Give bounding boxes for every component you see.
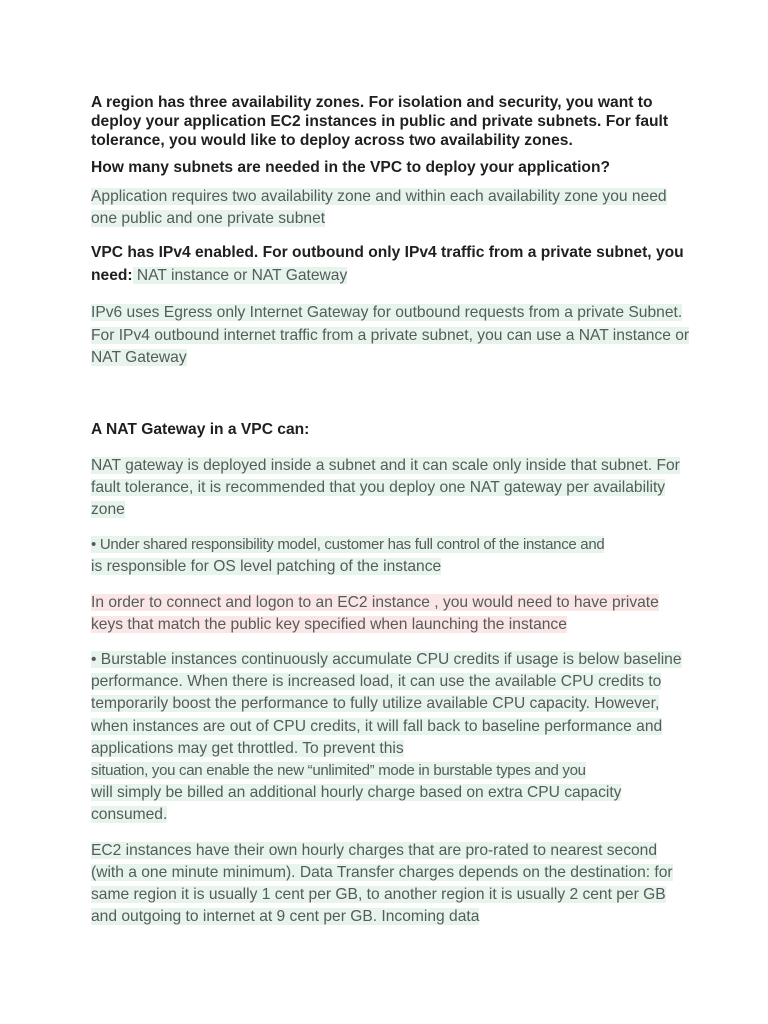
answer-shared-responsibility-line2: is responsible for OS level patching of the instance xyxy=(91,558,442,576)
document-page xyxy=(91,93,691,928)
answer-nat-gateway xyxy=(91,455,691,522)
question-outbound-ipv4-answer: NAT instance or NAT Gateway xyxy=(132,266,348,284)
answer-private-keys xyxy=(91,592,691,636)
answer-private-keys-text: In order to connect and logon to an EC2 instance , you would need to have private keys that match the public key specified when launching the instance xyxy=(91,593,659,633)
answer-shared-responsibility-line1: • Under shared responsibility model, customer has full control of the instance and xyxy=(91,536,605,554)
answer-burstable-instances xyxy=(91,649,691,827)
answer-ec2-charges xyxy=(91,840,691,929)
answer-egress-gateway-text: IPv6 uses Egress only Internet Gateway for outbound requests from a private Subnet. For IPv4 outbound internet traffic from a private subnet, you can use a NAT instance or NAT Gateway xyxy=(91,304,690,366)
answer-egress-gateway xyxy=(91,302,691,369)
answer-ec2-charges-text: EC2 instances have their own hourly charges that are pro-rated to nearest second (with a one minute minimum). Data Transfer charges depends on the destination: for same region it is usually 1 cent per GB, to another region it is usually 2 cent per GB and outgoing to internet at 9 cent per GB. Incoming data xyxy=(91,841,673,926)
answer-burstable-part3: will simply be billed an additional hourly charge based on extra CPU capacity consumed. xyxy=(91,784,622,824)
question-outbound-ipv4 xyxy=(91,242,691,286)
answer-subnets-text: Application requires two availability zone and within each availability zone you need one public and one private subnet xyxy=(91,188,667,228)
answer-nat-gateway-text: NAT gateway is deployed inside a subnet and it can scale only inside that subnet. For fault tolerance, it is recommended that you deploy one NAT gateway per availability zone xyxy=(91,456,680,519)
question-outbound-ipv4-text: VPC has IPv4 enabled. For outbound only IPv4 traffic from a private subnet, you need: xyxy=(91,244,684,284)
question-region-zones: A region has three availability zones. For isolation and security, you want to deploy your application EC2 instances in public and private subnets. For fault tolerance, you would like to deploy across two availability zones. xyxy=(91,94,669,149)
question-nat-gateway: A NAT Gateway in a VPC can: xyxy=(91,421,310,439)
answer-subnets xyxy=(91,186,691,230)
answer-shared-responsibility xyxy=(91,534,691,578)
question-subnet-count: How many subnets are needed in the VPC to deploy your application? xyxy=(91,159,611,176)
answer-burstable-part2: situation, you can enable the new “unlimited” mode in burstable types and you xyxy=(91,762,586,780)
answer-burstable-part1: • Burstable instances continuously accumulate CPU credits if usage is below baseline performance. When there is increased load, it can use the available CPU credits to temporarily boost the performance to fully utilize available CPU capacity. However, when instances are out of CPU credits, it will fall back to baseline performance and applications may get throttled. To prevent this xyxy=(91,651,682,757)
